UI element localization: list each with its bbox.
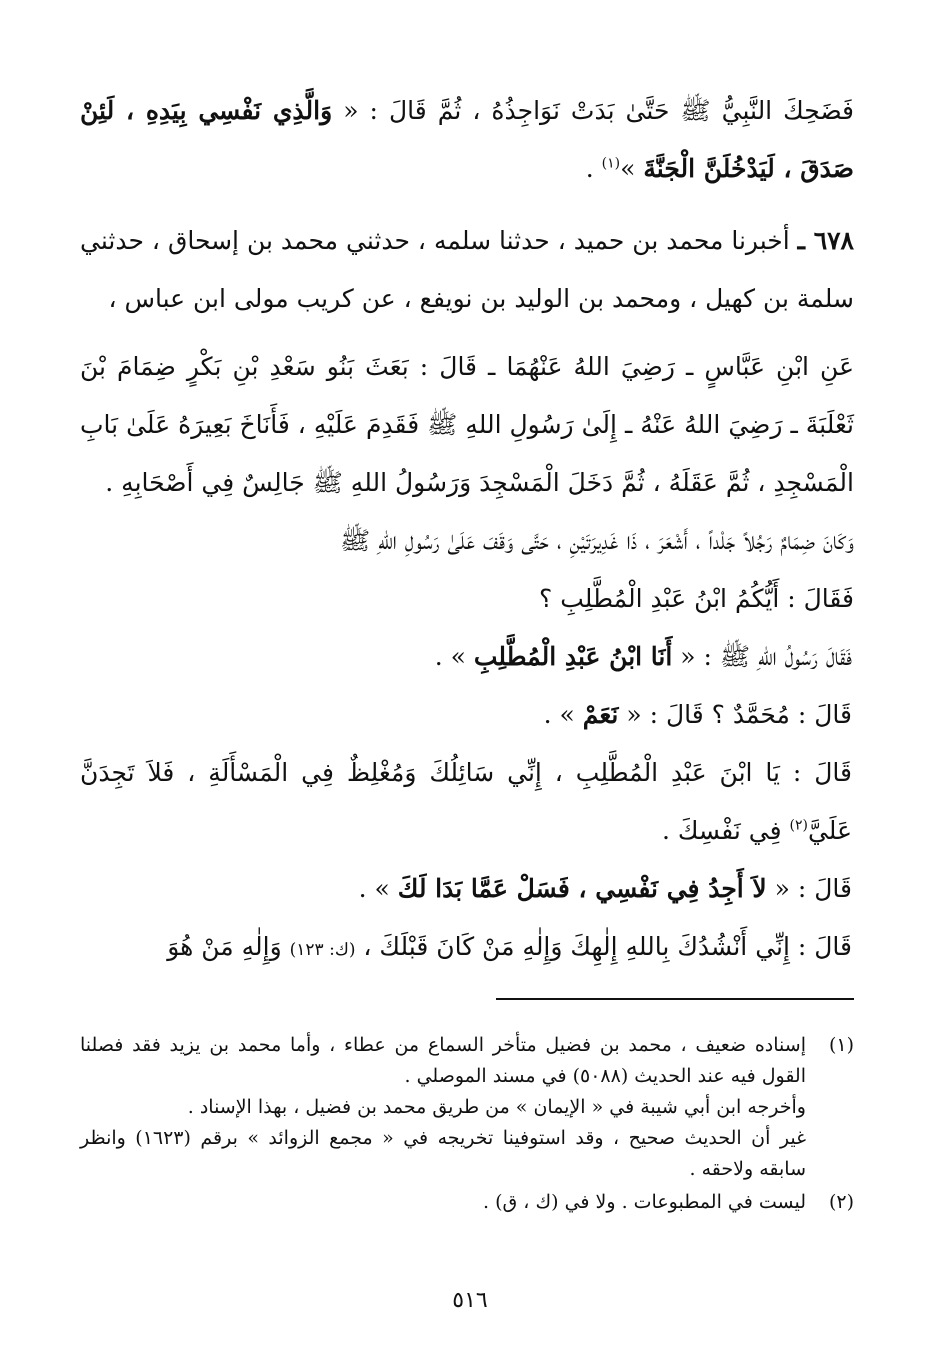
footnote-marker-1[interactable]: (١) — [601, 155, 621, 172]
intro-close: » — [620, 154, 644, 183]
footnote-marker-2[interactable]: (٢) — [789, 817, 808, 834]
footnote-line: ليست في المطبوعات . ولا في (ك ، ق) . — [483, 1191, 806, 1213]
question-1: فَقَالَ : أَيُّكُمُ ابْنُ عَبْدِ الْمُطَّلِبِ ؟ — [539, 584, 854, 613]
question-3-end: فِي نَفْسِكَ . — [661, 816, 790, 845]
question-2 — [80, 686, 854, 744]
footnotes — [80, 1030, 854, 1218]
question-3 — [80, 744, 854, 860]
answer-1-close: » . — [434, 642, 474, 671]
answer-3-lead: قَالَ : « — [766, 874, 852, 903]
question-2-lead: قَالَ : مُحَمَّدٌ ؟ قَالَ : « — [618, 700, 852, 729]
footnote-line: وأخرجه ابن أبي شيبة في « الإيمان » من طريق محمد بن فضيل ، بهذا الإسناد . — [187, 1096, 806, 1118]
hadith-number: ٦٧٨ ـ — [797, 226, 854, 255]
intro-end: . — [585, 154, 602, 183]
narration-paragraph-2: وَكَانَ ضِمَامٌ رَجُلاً جَلْداً ، أَشْعَرَ ، ذَا غَدِيرَتَيْنِ ، حَتَّى وَقَفَ عَلَىٰ رَسُولِ اللهِ ﷺ — [339, 526, 854, 555]
manuscript-reference: (ك: ١٢٣) — [289, 940, 356, 960]
footnote-1 — [80, 1030, 854, 1185]
footnote-number: (٢) — [828, 1191, 854, 1213]
question-3-lead: قَالَ : يَا ابْنَ عَبْدِ الْمُطَّلِبِ ، إِنِّي سَائِلُكَ وَمُغْلِظٌ فِي الْمَسْأَلَةِ ، فَلاَ تَجِدَنَّ عَلَيَّ — [80, 758, 852, 845]
answer-1-lead: فَقَالَ رَسُولُ اللهِ ﷺ : « — [672, 642, 852, 671]
answer-1 — [80, 628, 854, 686]
isnad-text: أخبرنا محمد بن حميد ، حدثنا سلمه ، حدثني محمد بن إسحاق ، حدثني سلمة بن كهيل ، ومحمد بن الوليد بن نويفع ، عن كريب مولى ابن عباس ، — [80, 226, 854, 313]
page-number: ٥١٦ — [452, 1288, 488, 1313]
footnote-2 — [80, 1187, 854, 1218]
footnote-number: (١) — [828, 1034, 854, 1056]
footnote-body — [80, 1030, 806, 1185]
footnote-line: غير أن الحديث صحيح ، وقد استوفينا تخريجه في « مجمع الزوائد » برقم (١٦٢٣) وانظر سابقه ولاحقه . — [80, 1127, 806, 1180]
intro-paragraph — [80, 82, 854, 198]
question-4-end: وَإِلٰهِ مَنْ هُوَ — [167, 932, 290, 961]
narration-paragraph: عَنِ ابْنِ عَبَّاسٍ ـ رَضِيَ اللهُ عَنْهُمَا ـ قَالَ : بَعَثَ بَنُو سَعْدِ بْنِ بَكْرٍ ضِمَامَ بْنَ ثَعْلَبَةَ ـ رَضِيَ اللهُ عَنْهُ ـ إِلَىٰ رَسُولِ اللهِ ﷺ فَقَدِمَ عَلَيْهِ ، فَأَنَاخَ بَعِيرَهُ عَلَىٰ بَابِ الْمَسْجِدِ ، ثُمَّ عَقَلَهُ ، ثُمَّ دَخَلَ الْمَسْجِدَ وَرَسُولُ اللهِ ﷺ جَالِسٌ فِي أَصْحَابِهِ . — [80, 352, 854, 497]
intro-quote: وَالَّذِي نَفْسِي بِيَدِهِ ، لَئِنْ صَدَقَ ، لَيَدْخُلَنَّ الْجَنَّةَ — [80, 96, 854, 183]
footnote-body — [80, 1187, 806, 1218]
intro-lead: فَضَحِكَ النَّبِيُّ ﷺ حَتَّىٰ بَدَتْ نَوَاجِذُهُ ، ثُمَّ قَالَ : « — [332, 96, 854, 125]
answer-1-quote: أَنَا ابْنُ عَبْدِ الْمُطَّلِبِ — [473, 642, 673, 671]
footnote-separator — [496, 998, 854, 1000]
question-4-lead: قَالَ : إِنِّي أَنْشُدُكَ بِاللهِ إِلٰهِكَ وَإِلٰهِ مَنْ كَانَ قَبْلَكَ ، — [355, 932, 852, 961]
isnad-paragraph — [80, 212, 854, 328]
answer-3-quote: لاَ أَجِدُ فِي نَفْسِي ، فَسَلْ عَمَّا بَدَا لَكَ — [397, 874, 767, 903]
question-2-quote: نَعَمْ — [582, 700, 619, 729]
answer-3 — [80, 860, 854, 918]
footnote-line: إسناده ضعيف ، محمد بن فضيل متأخر السماع من عطاء ، وأما محمد بن يزيد فقد فصلنا القول فيه عند الحديث (٥٠٨٨) في مسند الموصلي . — [80, 1034, 806, 1087]
answer-3-close: » . — [358, 874, 398, 903]
main-text — [80, 82, 854, 979]
question-2-close: » . — [543, 700, 583, 729]
question-4 — [80, 918, 854, 979]
